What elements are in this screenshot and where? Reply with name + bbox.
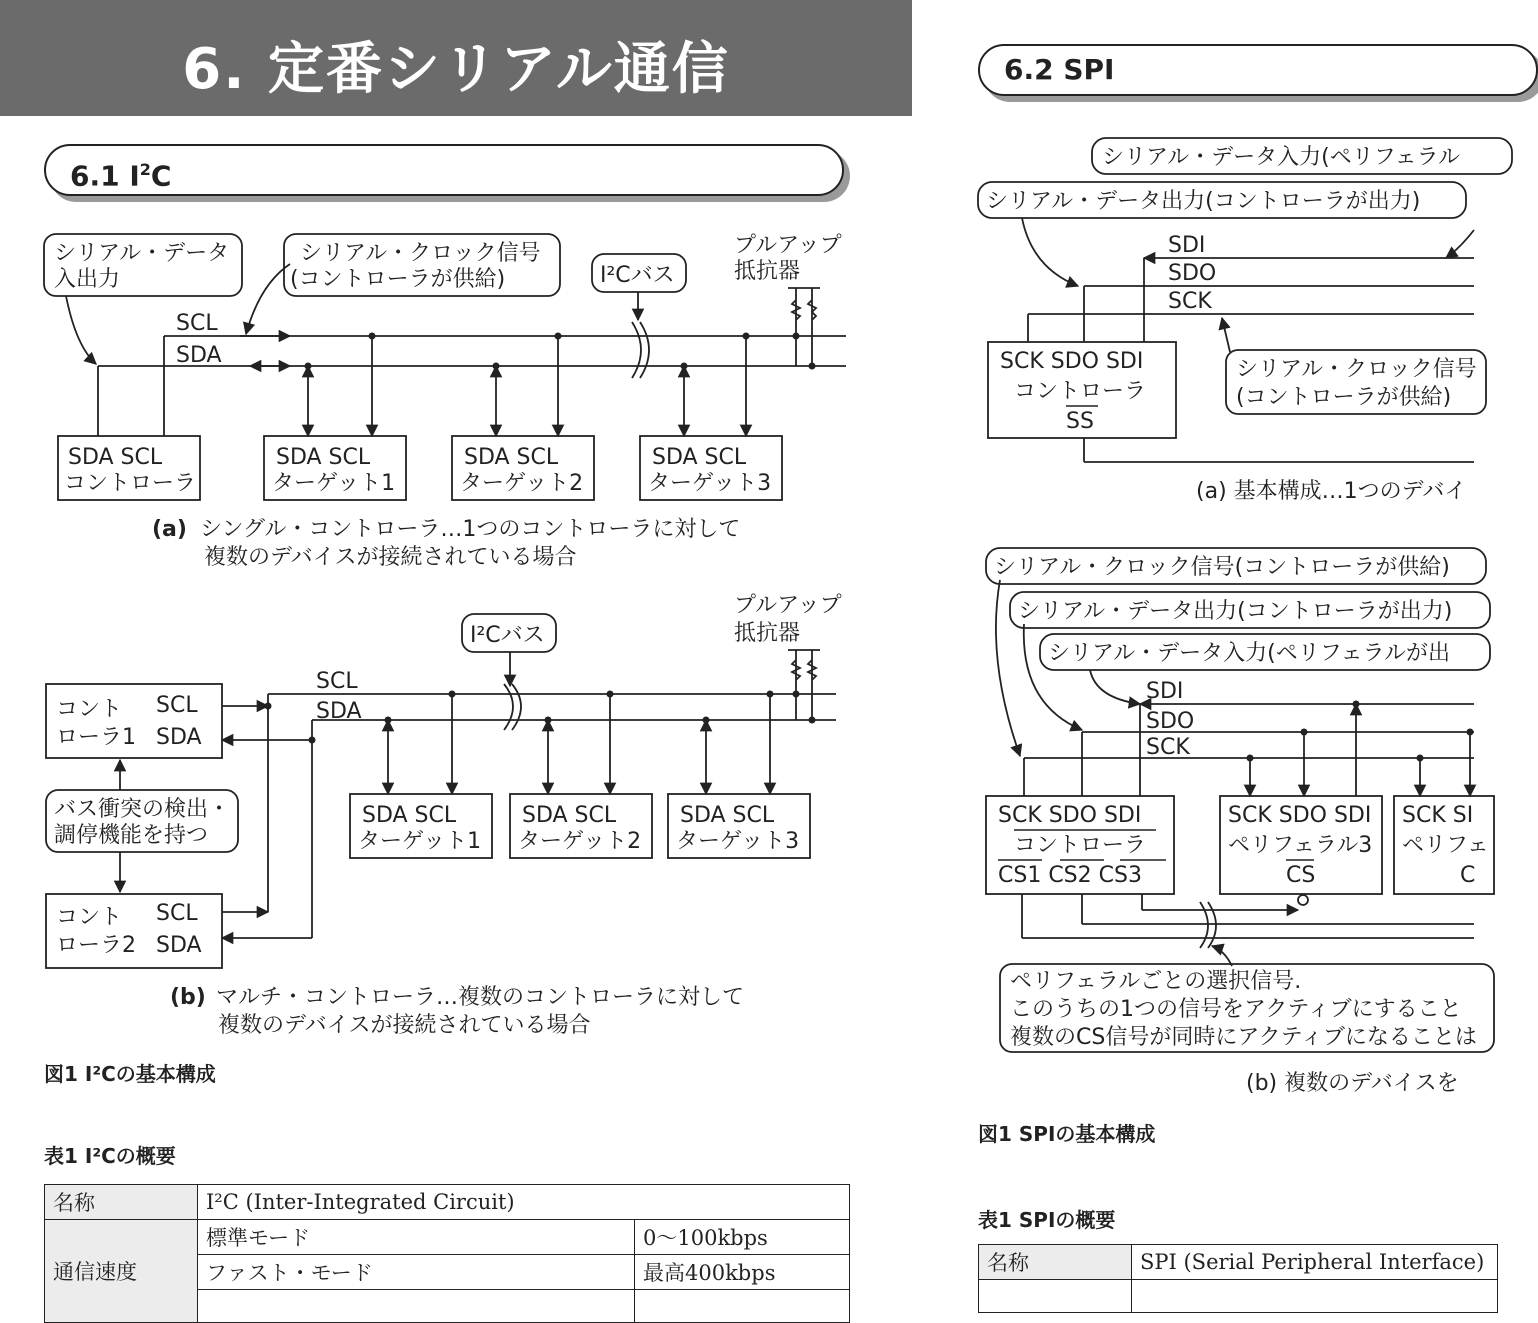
fig-b-label: (b) bbox=[170, 985, 206, 1010]
spi-controller-pins: SCK SDO SDI bbox=[1000, 349, 1144, 374]
table-cell: 名称 bbox=[979, 1245, 1132, 1280]
callout-bus-b-label: I²Cバス bbox=[470, 623, 545, 648]
fig-b-caption-line2: 複数のデバイスが接続されている場合 bbox=[218, 1013, 591, 1038]
spi-b-callout-clock: シリアル・クロック信号(コントローラが供給) bbox=[994, 555, 1450, 580]
target2-b-pins: SDA SCL bbox=[522, 803, 617, 828]
select-note-line1: ペリフェラルごとの選択信号. bbox=[1010, 969, 1302, 994]
spi-b-callout-in: シリアル・データ入力(ペリフェラルが出 bbox=[1048, 641, 1450, 666]
spi-fig-a-caption: (a) 基本構成…1つのデバイ bbox=[1196, 479, 1467, 504]
spi-b-controller-cs: CS1 CS2 CS3 bbox=[998, 863, 1142, 888]
table-row bbox=[45, 1185, 850, 1220]
target1-pins: SDA SCL bbox=[276, 445, 371, 470]
arbitration-line1: バス衝突の検出・ bbox=[54, 797, 231, 822]
controller2-name1: コント bbox=[56, 905, 123, 930]
spi-clock-line1: シリアル・クロック信号 bbox=[1236, 357, 1477, 382]
sda-b-label: SDA bbox=[316, 699, 362, 724]
fig-b-caption-line1: マルチ・コントローラ…複数のコントローラに対して bbox=[216, 985, 745, 1010]
target3-name: ターゲット3 bbox=[648, 471, 772, 496]
spi-b-controller-name: コントローラ bbox=[1014, 833, 1147, 858]
target1-name: ターゲット1 bbox=[272, 471, 396, 496]
table-cell: 名称 bbox=[45, 1185, 198, 1220]
table-row bbox=[45, 1220, 850, 1255]
select-note-line3: 複数のCS信号が同時にアクティブになることは bbox=[1010, 1025, 1477, 1050]
table-cell: SPI (Serial Peripheral Interface) bbox=[1132, 1245, 1498, 1280]
table-cell: 0～100kbps bbox=[635, 1220, 850, 1255]
callout-clock-line1: シリアル・クロック信号 bbox=[300, 241, 541, 266]
controller2-name2: ローラ2 bbox=[56, 933, 136, 958]
spi-figure-caption: 図1 SPIの基本構成 bbox=[978, 1122, 1156, 1146]
pullup-b-line2: 抵抗器 bbox=[734, 621, 801, 646]
fig-a-caption-line2: 複数のデバイスが接続されている場合 bbox=[204, 545, 577, 570]
controller-name: コントローラ bbox=[64, 471, 197, 496]
table-cell: 通信速度 bbox=[45, 1220, 198, 1323]
scl-label: SCL bbox=[176, 311, 218, 336]
scl-b-label: SCL bbox=[316, 669, 358, 694]
sdo-label: SDO bbox=[1168, 261, 1217, 286]
callout-bus-label: I²Cバス bbox=[600, 263, 675, 288]
controller1-pin1: SCL bbox=[156, 693, 198, 718]
spi-fig-b-caption: (b) 複数のデバイスを bbox=[1246, 1071, 1459, 1096]
controller2-pin1: SCL bbox=[156, 901, 198, 926]
controller2-pin2: SDA bbox=[156, 933, 202, 958]
controller1-pin2: SDA bbox=[156, 725, 202, 750]
table-cell: I²C (Inter-Integrated Circuit) bbox=[198, 1185, 850, 1220]
table-cell: 最高400kbps bbox=[635, 1255, 850, 1290]
sdi-label: SDI bbox=[1168, 233, 1206, 258]
pullup-line1: プルアップ bbox=[734, 233, 842, 258]
spi-spec-table bbox=[978, 1244, 1498, 1313]
target2-pins: SDA SCL bbox=[464, 445, 559, 470]
peripheral3-name: ペリフェラル3 bbox=[1228, 833, 1373, 858]
i2c-spec-table bbox=[44, 1184, 850, 1323]
spi-b-sdi: SDI bbox=[1146, 679, 1184, 704]
fig-a-caption-line1: シングル・コントローラ…1つのコントローラに対して bbox=[200, 517, 741, 542]
spi-callout-in: シリアル・データ入力(ペリフェラル bbox=[1102, 145, 1460, 170]
spi-table-caption: 表1 SPIの概要 bbox=[978, 1208, 1116, 1232]
arbitration-line2: 調停機能を持つ bbox=[54, 823, 209, 848]
spi-b-controller-pins: SCK SDO SDI bbox=[998, 803, 1142, 828]
target2-name: ターゲット2 bbox=[460, 471, 584, 496]
target3-b-name: ターゲット3 bbox=[676, 829, 800, 854]
fig-a-label: (a) bbox=[152, 517, 187, 542]
table-row bbox=[979, 1245, 1498, 1280]
target1-b-pins: SDA SCL bbox=[362, 803, 457, 828]
callout-data-line2: 入出力 bbox=[54, 267, 121, 292]
chapter-title: 6. 定番シリアル通信 bbox=[182, 37, 730, 102]
spi-clock-line2: (コントローラが供給) bbox=[1236, 385, 1452, 410]
sck-label: SCK bbox=[1168, 289, 1212, 314]
peripheral3-cs: CS bbox=[1286, 863, 1316, 888]
peripheral-partial-name: ペリフェ bbox=[1402, 833, 1489, 858]
table-cell: 標準モード bbox=[198, 1220, 635, 1255]
target3-pins: SDA SCL bbox=[652, 445, 747, 470]
spi-b-callout-out: シリアル・データ出力(コントローラが出力) bbox=[1018, 599, 1453, 624]
controller-pins: SDA SCL bbox=[68, 445, 163, 470]
spi-controller-name: コントローラ bbox=[1014, 379, 1147, 404]
peripheral-partial-cs: C bbox=[1460, 863, 1476, 888]
section-title-i2c: 6.1 $I^2C$ bbox=[44, 144, 844, 196]
callout-clock-line2: (コントローラが供給) bbox=[290, 267, 506, 292]
target3-b-pins: SDA SCL bbox=[680, 803, 775, 828]
target1-b-name: ターゲット1 bbox=[358, 829, 482, 854]
target2-b-name: ターゲット2 bbox=[518, 829, 642, 854]
spi-b-sdo: SDO bbox=[1146, 709, 1195, 734]
i2c-table-caption: 表1 I²Cの概要 bbox=[44, 1144, 176, 1168]
pullup-b-line1: プルアップ bbox=[734, 593, 842, 618]
spi-callout-out: シリアル・データ出力(コントローラが出力) bbox=[986, 189, 1421, 214]
i2c-figure-caption: 図1 I²Cの基本構成 bbox=[44, 1062, 216, 1086]
peripheral3-pins: SCK SDO SDI bbox=[1228, 803, 1372, 828]
sda-label: SDA bbox=[176, 343, 222, 368]
callout-data-line1: シリアル・データ bbox=[54, 241, 230, 266]
controller1-name2: ローラ1 bbox=[56, 725, 136, 750]
select-note-line2: このうちの1つの信号をアクティブにすること bbox=[1010, 997, 1462, 1022]
pullup-line2: 抵抗器 bbox=[734, 259, 801, 284]
table-cell: ファスト・モード bbox=[198, 1255, 635, 1290]
controller1-name1: コント bbox=[56, 697, 123, 722]
spi-b-sck: SCK bbox=[1146, 735, 1190, 760]
spi-fig-a bbox=[978, 138, 1512, 462]
table-row bbox=[979, 1280, 1498, 1313]
peripheral-partial-pins: SCK SI bbox=[1402, 803, 1474, 828]
section-title-spi: 6.2 SPI bbox=[978, 44, 1538, 96]
spi-controller-ss: SS bbox=[1066, 409, 1094, 434]
